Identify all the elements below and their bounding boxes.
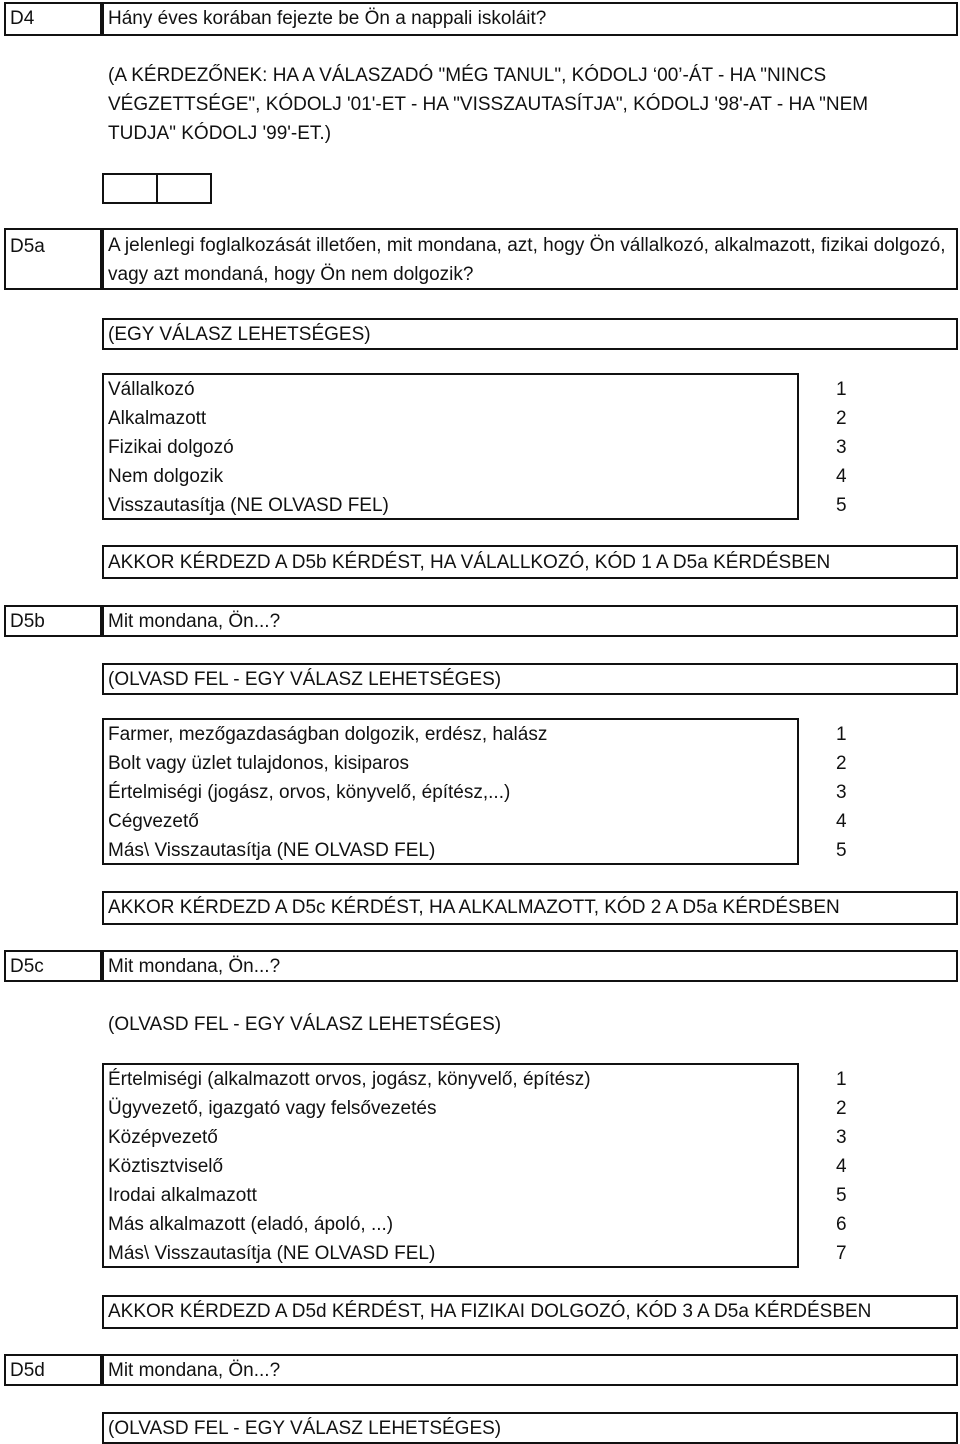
d5c-option-label[interactable]: Irodai alkalmazott: [108, 1185, 257, 1206]
d5a-codes: [836, 375, 847, 520]
d4-answer-digit-1[interactable]: [102, 173, 158, 204]
d5c-option-code: 4: [836, 1156, 847, 1177]
d5c-routing: AKKOR KÉRDEZD A D5d KÉRDÉST, HA FIZIKAI DOLGOZÓ, KÓD 3 A D5a KÉRDÉSBEN: [108, 1301, 872, 1322]
d5b-option-code: 3: [836, 782, 847, 803]
d4-question: Hány éves korában fejezte be Ön a nappali iskoláit?: [108, 8, 547, 29]
d5a-option-code: 2: [836, 408, 847, 429]
d5a-option-label[interactable]: Fizikai dolgozó: [108, 437, 234, 458]
d5c-option-label[interactable]: Értelmiségi (alkalmazott orvos, jogász, könyvelő, építész): [108, 1069, 591, 1090]
d5c-options-box: [102, 1063, 799, 1268]
d5b-options-box: [102, 718, 799, 865]
d5b-option-label[interactable]: Más\ Visszautasítja (NE OLVASD FEL): [108, 840, 436, 861]
d5c-option-code: 7: [836, 1243, 847, 1264]
d5b-code: D5b: [10, 611, 45, 632]
d5c-question: Mit mondana, Ön...?: [108, 956, 281, 977]
d5b-option-code: 5: [836, 840, 847, 861]
d5c-code: D5c: [10, 956, 44, 977]
d5b-codes: [836, 720, 847, 865]
d5a-option-code: 5: [836, 495, 847, 516]
d4-code: D4: [10, 8, 35, 29]
d5a-routing: AKKOR KÉRDEZD A D5b KÉRDÉST, HA VÁLALLKOZÓ, KÓD 1 A D5a KÉRDÉSBEN: [108, 552, 831, 573]
d5c-option-code: 3: [836, 1127, 847, 1148]
d5a-options-box: [102, 373, 799, 520]
d5c-codes: [836, 1065, 847, 1268]
d5b-option-label[interactable]: Bolt vagy üzlet tulajdonos, kisiparos: [108, 753, 409, 774]
d5d-question: Mit mondana, Ön...?: [108, 1360, 281, 1381]
d5c-instruction: (OLVASD FEL - EGY VÁLASZ LEHETSÉGES): [108, 1014, 502, 1035]
d5b-option-code: 2: [836, 753, 847, 774]
d5b-routing: AKKOR KÉRDEZD A D5c KÉRDÉST, HA ALKALMAZOTT, KÓD 2 A D5a KÉRDÉSBEN: [108, 897, 840, 918]
d5d-instruction: (OLVASD FEL - EGY VÁLASZ LEHETSÉGES): [108, 1418, 502, 1439]
d5c-option-label[interactable]: Más\ Visszautasítja (NE OLVASD FEL): [108, 1243, 436, 1264]
d5a-option-label[interactable]: Visszautasítja (NE OLVASD FEL): [108, 495, 389, 516]
d5a-option-label[interactable]: Vállalkozó: [108, 379, 195, 400]
d5a-option-code: 1: [836, 379, 847, 400]
d5b-question: Mit mondana, Ön...?: [108, 611, 281, 632]
d5c-option-code: 6: [836, 1214, 847, 1235]
d5c-option-code: 1: [836, 1069, 847, 1090]
d5c-option-label[interactable]: Középvezető: [108, 1127, 218, 1148]
d5a-code: D5a: [10, 236, 45, 257]
d5a-option-code: 3: [836, 437, 847, 458]
d4-instruction: (A KÉRDEZŐNEK: HA A VÁLASZADÓ "MÉG TANUL", KÓDOLJ ‘00’-ÁT - HA "NINCS VÉGZETTSÉGE", KÓDOLJ '01'-ET - HA "VISSZAUTASÍTJA", KÓDOLJ '98'-AT - HA "NEM TUDJA" KÓDOLJ '99'-ET.): [108, 65, 869, 144]
d5c-option-code: 5: [836, 1185, 847, 1206]
d5b-option-label[interactable]: Farmer, mezőgazdaságban dolgozik, erdész, halász: [108, 724, 548, 745]
d5a-instruction: (EGY VÁLASZ LEHETSÉGES): [108, 324, 371, 345]
d5b-option-label[interactable]: Cégvezető: [108, 811, 199, 832]
d5d-code: D5d: [10, 1360, 45, 1381]
d5a-option-code: 4: [836, 466, 847, 487]
d5c-option-label[interactable]: Köztisztviselő: [108, 1156, 224, 1177]
d5c-option-label[interactable]: Más alkalmazott (eladó, ápoló, ...): [108, 1214, 394, 1235]
d4-answer-digit-2[interactable]: [156, 173, 212, 204]
d5c-option-label[interactable]: Ügyvezető, igazgató vagy felsővezetés: [108, 1098, 437, 1119]
d5a-option-label[interactable]: Nem dolgozik: [108, 466, 224, 487]
d5a-option-label[interactable]: Alkalmazott: [108, 408, 207, 429]
d5a-question: A jelenlegi foglalkozását illetően, mit mondana, azt, hogy Ön vállalkozó, alkalmazott, fizikai dolgozó, vagy azt mondaná, hogy Ön nem dolgozik?: [108, 235, 946, 285]
d5b-option-code: 4: [836, 811, 847, 832]
d5c-option-code: 2: [836, 1098, 847, 1119]
d5b-instruction: (OLVASD FEL - EGY VÁLASZ LEHETSÉGES): [108, 669, 502, 690]
d5b-option-label[interactable]: Értelmiségi (jogász, orvos, könyvelő, építész,...): [108, 782, 511, 803]
d5b-option-code: 1: [836, 724, 847, 745]
